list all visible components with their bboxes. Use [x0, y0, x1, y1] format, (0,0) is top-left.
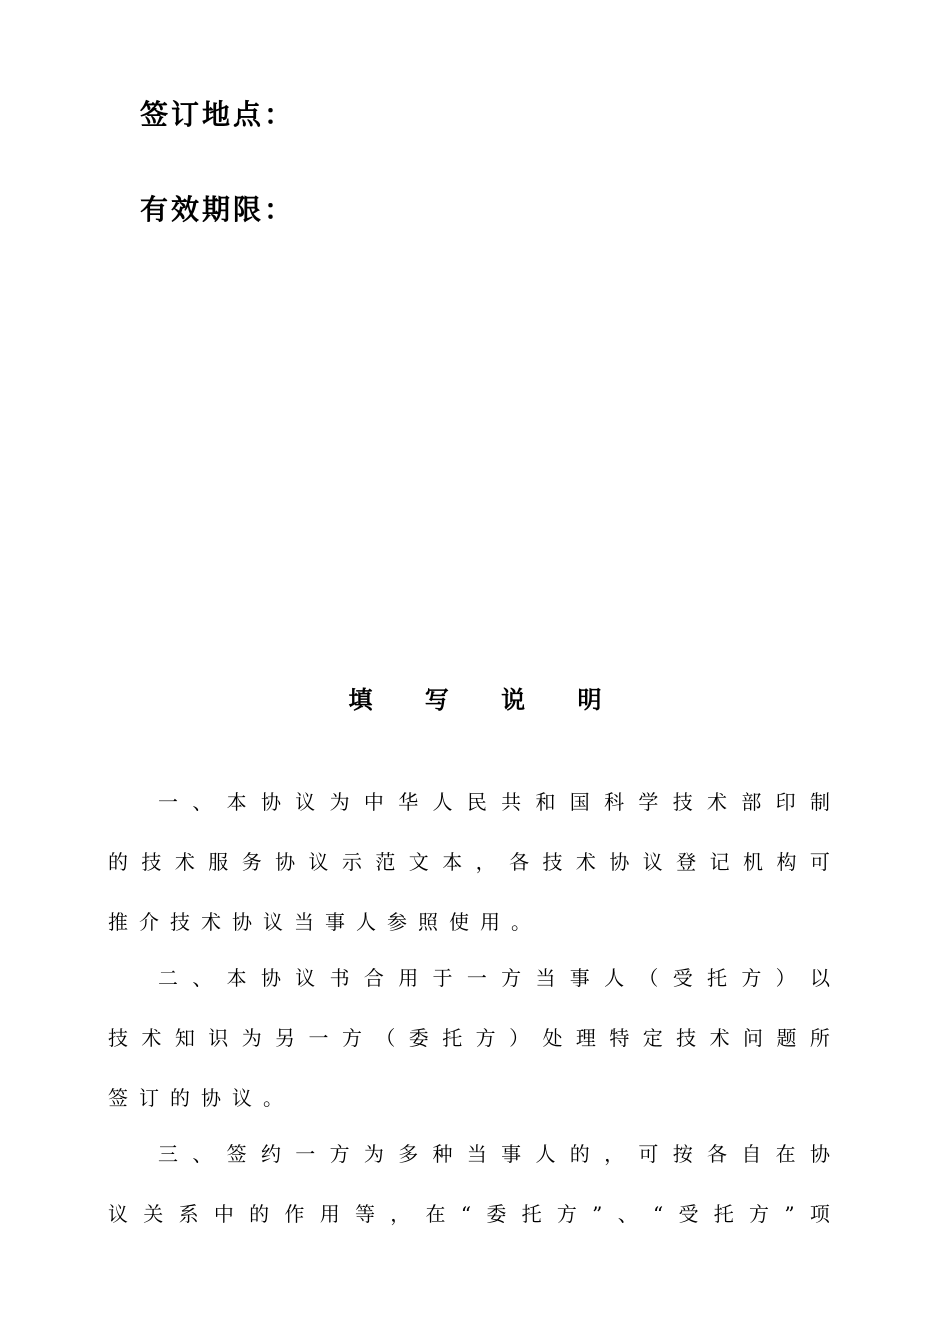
instruction-char: 所	[809, 1026, 830, 1050]
instruction-char: 各	[509, 850, 530, 874]
instruction-char: 托	[713, 1202, 734, 1226]
instruction-char: 登	[676, 850, 697, 874]
instruction-char: （	[638, 966, 659, 990]
validity-term-label: 有效期限：	[140, 193, 296, 226]
instruction-char: 使	[449, 910, 469, 934]
instruction-char: 人	[432, 790, 453, 814]
instruction-char: 多	[398, 1142, 419, 1166]
instruction-char: 服	[208, 850, 229, 874]
instruction-char: 题	[776, 1026, 797, 1050]
instruction-char: 制	[809, 790, 830, 814]
instruction-char: 议	[232, 1086, 252, 1110]
instruction-char: 技	[672, 790, 693, 814]
instruction-char: 的	[108, 850, 128, 874]
instruction-char: 二	[158, 966, 178, 990]
instruction-char: 一	[158, 790, 178, 814]
instruction-char: “	[460, 1202, 472, 1226]
instruction-char: 和	[535, 790, 556, 814]
instruction-char: 处	[542, 1026, 563, 1050]
instruction-char: 国	[569, 790, 590, 814]
instruction-char: ”	[784, 1202, 795, 1226]
instruction-char: 托	[442, 1026, 463, 1050]
instructions-title: 填 写 说 明	[348, 686, 624, 714]
instruction-line-6	[108, 1083, 830, 1113]
instruction-char: ，	[475, 850, 496, 874]
instruction-line-4	[158, 963, 830, 993]
instruction-char: 本	[226, 966, 247, 990]
instruction-char: 共	[501, 790, 522, 814]
instruction-char: 术	[575, 850, 596, 874]
instruction-char: 人	[535, 1142, 556, 1166]
instruction-char: 用	[398, 966, 419, 990]
instruction-char: 委	[486, 1202, 507, 1226]
instruction-char: ，	[604, 1142, 625, 1166]
instruction-char: 。	[263, 1086, 283, 1110]
instruction-char: 议	[642, 850, 663, 874]
instruction-char: 议	[108, 1202, 128, 1226]
instruction-char: 的	[170, 1086, 190, 1110]
instruction-line-2	[108, 847, 830, 877]
instruction-char: 合	[363, 966, 384, 990]
instruction-char: ，	[390, 1202, 411, 1226]
instruction-char: 印	[775, 790, 796, 814]
instruction-char: 记	[709, 850, 730, 874]
instruction-char: 方	[741, 966, 762, 990]
instruction-char: 关	[143, 1202, 164, 1226]
instruction-char: 的	[249, 1202, 270, 1226]
instruction-char: ”	[592, 1202, 603, 1226]
instruction-char: 定	[642, 1026, 663, 1050]
instruction-char: 知	[174, 1026, 195, 1050]
instruction-char: 协	[201, 1086, 221, 1110]
instruction-char: 学	[638, 790, 659, 814]
instruction-char: 系	[178, 1202, 199, 1226]
instruction-line-3	[108, 907, 830, 937]
instruction-char: 托	[521, 1202, 542, 1226]
instruction-line-1	[158, 787, 830, 817]
instruction-char: 人	[604, 966, 625, 990]
instruction-char: 一	[295, 1142, 316, 1166]
instruction-char: 于	[432, 966, 453, 990]
instruction-char: 议	[308, 850, 329, 874]
instruction-char: 、	[192, 966, 213, 990]
instruction-char: 在	[425, 1202, 446, 1226]
instruction-char: 文	[408, 850, 429, 874]
instruction-char: 议	[295, 966, 316, 990]
instruction-line-5	[108, 1023, 830, 1053]
instruction-char: 理	[575, 1026, 596, 1050]
instruction-char: 为	[363, 1142, 384, 1166]
instruction-char: 范	[375, 850, 396, 874]
instruction-char: 参	[387, 910, 407, 934]
instruction-char: 方	[749, 1202, 770, 1226]
instruction-char: 事	[501, 1142, 522, 1166]
instruction-char: 托	[707, 966, 727, 990]
instruction-char: 构	[776, 850, 797, 874]
instruction-char: 术	[201, 910, 221, 934]
instruction-char: 机	[743, 850, 764, 874]
instruction-char: 本	[442, 850, 463, 874]
instruction-char: 务	[241, 850, 262, 874]
instruction-char: 、	[617, 1202, 638, 1226]
instruction-char: 按	[672, 1142, 693, 1166]
instruction-char: 可	[809, 850, 830, 874]
instruction-char: 三	[158, 1142, 178, 1166]
instruction-char: 为	[241, 1026, 262, 1050]
instruction-char: 技	[108, 1026, 128, 1050]
instruction-char: 协	[232, 910, 252, 934]
instruction-char: 事	[569, 966, 590, 990]
instruction-char: 方	[341, 1026, 362, 1050]
instruction-char: 作	[284, 1202, 305, 1226]
instruction-char: 的	[569, 1142, 590, 1166]
instruction-char: 约	[260, 1142, 281, 1166]
instruction-char: 项	[809, 1202, 830, 1226]
instruction-char: 委	[408, 1026, 429, 1050]
instruction-char: （	[375, 1026, 396, 1050]
instruction-char: 推	[108, 910, 128, 934]
instruction-char: ）	[775, 966, 796, 990]
instruction-char: 议	[295, 790, 316, 814]
instruction-char: 协	[809, 1142, 830, 1166]
instruction-char: 签	[108, 1086, 128, 1110]
instruction-char: 用	[319, 1202, 340, 1226]
instruction-char: 华	[398, 790, 419, 814]
instruction-char: 中	[213, 1202, 234, 1226]
instruction-char: 、	[192, 790, 213, 814]
instruction-char: 方	[329, 1142, 350, 1166]
instruction-char: 民	[466, 790, 487, 814]
instruction-char: 方	[475, 1026, 496, 1050]
instruction-char: “	[652, 1202, 664, 1226]
instruction-char: 术	[174, 850, 195, 874]
instruction-char: 一	[466, 966, 487, 990]
instruction-char: 。	[511, 910, 531, 934]
instruction-char: 中	[363, 790, 384, 814]
instruction-char: 识	[208, 1026, 229, 1050]
instruction-char: ）	[509, 1026, 530, 1050]
instruction-char: 以	[809, 966, 830, 990]
instruction-char: 问	[743, 1026, 764, 1050]
instruction-char: 技	[141, 850, 162, 874]
instruction-char: 技	[676, 1026, 697, 1050]
instruction-line-8	[108, 1199, 830, 1229]
instruction-char: 各	[707, 1142, 727, 1166]
instruction-char: 受	[672, 966, 693, 990]
instruction-char: 订	[139, 1086, 159, 1110]
instruction-char: 科	[604, 790, 625, 814]
instruction-char: 用	[480, 910, 500, 934]
instruction-char: 特	[609, 1026, 630, 1050]
instruction-char: 种	[432, 1142, 453, 1166]
instruction-char: 示	[341, 850, 362, 874]
instruction-char: 方	[501, 966, 522, 990]
instruction-char: 人	[356, 910, 376, 934]
instruction-char: 另	[275, 1026, 296, 1050]
instruction-char: 可	[638, 1142, 659, 1166]
instruction-char: 签	[226, 1142, 247, 1166]
instruction-char: 技	[542, 850, 563, 874]
instruction-char: 术	[709, 1026, 730, 1050]
instruction-char: 自	[741, 1142, 762, 1166]
instruction-char: 一	[308, 1026, 329, 1050]
instruction-char: 介	[139, 910, 159, 934]
instruction-char: 部	[741, 790, 762, 814]
instruction-char: 本	[226, 790, 247, 814]
instruction-char: 协	[260, 790, 281, 814]
instruction-char: 当	[535, 966, 556, 990]
instruction-char: 协	[609, 850, 630, 874]
instruction-char: 议	[263, 910, 283, 934]
instruction-line-7	[158, 1139, 830, 1169]
instruction-char: 事	[325, 910, 345, 934]
signing-place-label: 签订地点：	[140, 98, 296, 131]
instruction-char: 受	[678, 1202, 699, 1226]
instruction-char: 等	[354, 1202, 375, 1226]
instruction-char: 协	[275, 850, 296, 874]
instruction-char: 、	[192, 1142, 213, 1166]
instruction-char: 方	[556, 1202, 577, 1226]
instruction-char: 术	[141, 1026, 162, 1050]
instruction-char: 书	[329, 966, 350, 990]
instruction-char: 技	[170, 910, 190, 934]
instruction-char: 协	[260, 966, 281, 990]
instruction-char: 术	[707, 790, 727, 814]
instruction-char: 当	[294, 910, 314, 934]
instruction-char: 照	[418, 910, 438, 934]
instruction-char: 在	[775, 1142, 796, 1166]
instruction-char: 为	[329, 790, 350, 814]
instruction-char: 当	[466, 1142, 487, 1166]
